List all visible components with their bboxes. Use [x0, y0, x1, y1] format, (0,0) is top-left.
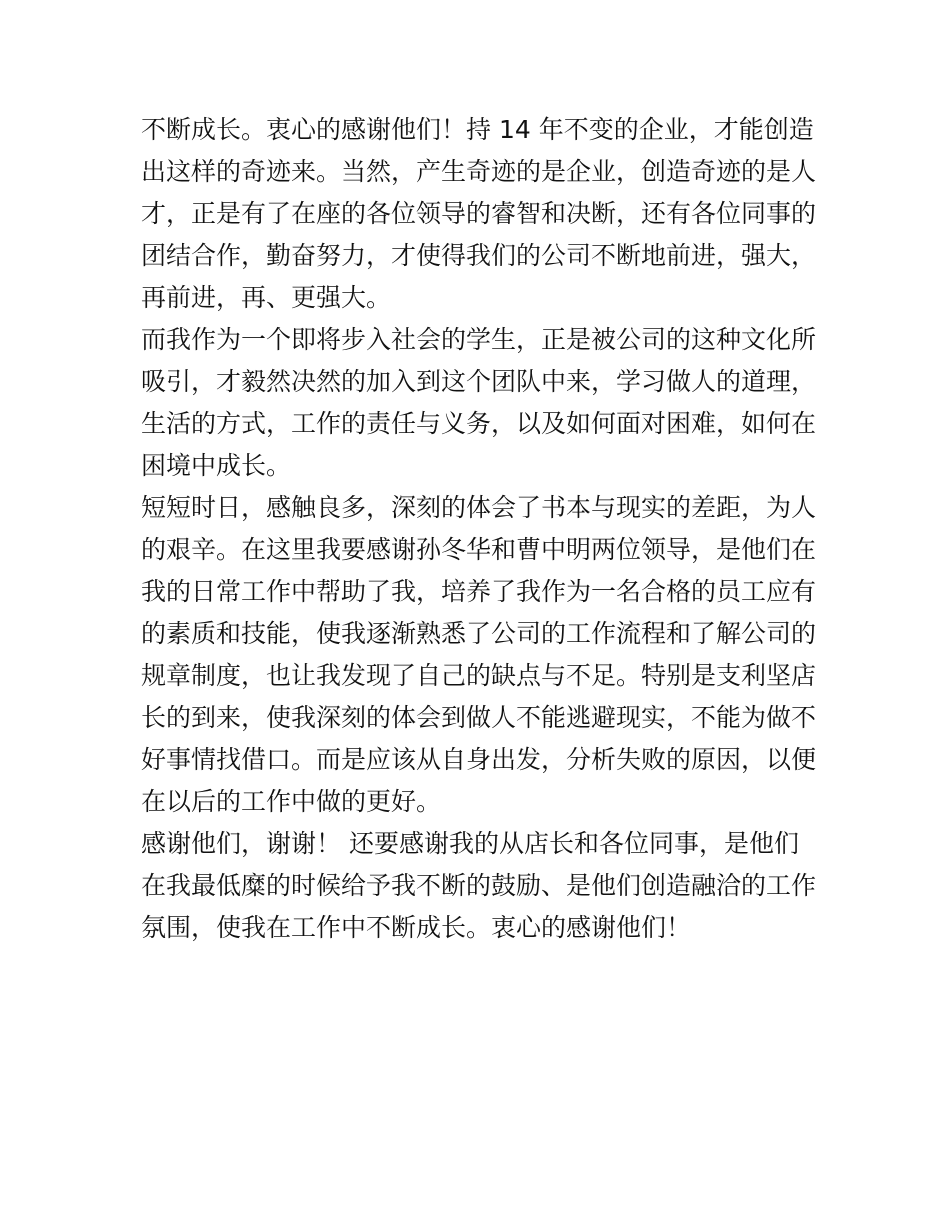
paragraph-1: [141, 109, 817, 319]
text-line: 短短时日，感触良多，深刻的体会了书本与现实的差距，为人: [141, 493, 817, 522]
text-line: 团结合作，勤奋努力，才使得我们的公司不断地前进，强大，: [141, 241, 817, 270]
text-line: 的素质和技能，使我逐渐熟悉了公司的工作流程和了解公司的: [141, 619, 817, 648]
paragraph-4: [141, 823, 817, 949]
text-line: 我的日常工作中帮助了我，培养了我作为一名合格的员工应有: [141, 577, 817, 606]
text-line: 出这样的奇迹来。当然，产生奇迹的是企业，创造奇迹的是人: [141, 157, 817, 186]
text-line: 不断成长。衷心的感谢他们！持 14 年不变的企业，才能创造: [141, 115, 814, 144]
text-line: 再前进，再、更强大。: [141, 283, 392, 312]
document-body: [141, 109, 817, 949]
text-line: 在我最低糜的时候给予我不断的鼓励、是他们创造融洽的工作: [141, 871, 817, 900]
text-line: 才，正是有了在座的各位领导的睿智和决断，还有各位同事的: [141, 199, 817, 228]
text-line: 的艰辛。在这里我要感谢孙冬华和曹中明两位领导，是他们在: [141, 535, 817, 564]
paragraph-2: [141, 319, 817, 487]
text-line: 困境中成长。: [141, 451, 292, 480]
text-line: 好事情找借口。而是应该从自身出发，分析失败的原因，以便: [141, 745, 817, 774]
text-line: 而我作为一个即将步入社会的学生，正是被公司的这种文化所: [141, 325, 817, 354]
paragraph-3: [141, 487, 817, 823]
text-line: 规章制度，也让我发现了自己的缺点与不足。特别是支利坚店: [141, 661, 817, 690]
text-line: 在以后的工作中做的更好。: [141, 787, 442, 816]
text-line: 长的到来，使我深刻的体会到做人不能逃避现实，不能为做不: [141, 703, 817, 732]
text-line: 氛围，使我在工作中不断成长。衷心的感谢他们！: [141, 913, 692, 942]
text-line: 吸引，才毅然决然的加入到这个团队中来，学习做人的道理，: [141, 367, 817, 396]
text-line: 生活的方式，工作的责任与义务，以及如何面对困难，如何在: [141, 409, 817, 438]
text-line: 感谢他们，谢谢！ 还要感谢我的从店长和各位同事，是他们: [141, 829, 799, 858]
